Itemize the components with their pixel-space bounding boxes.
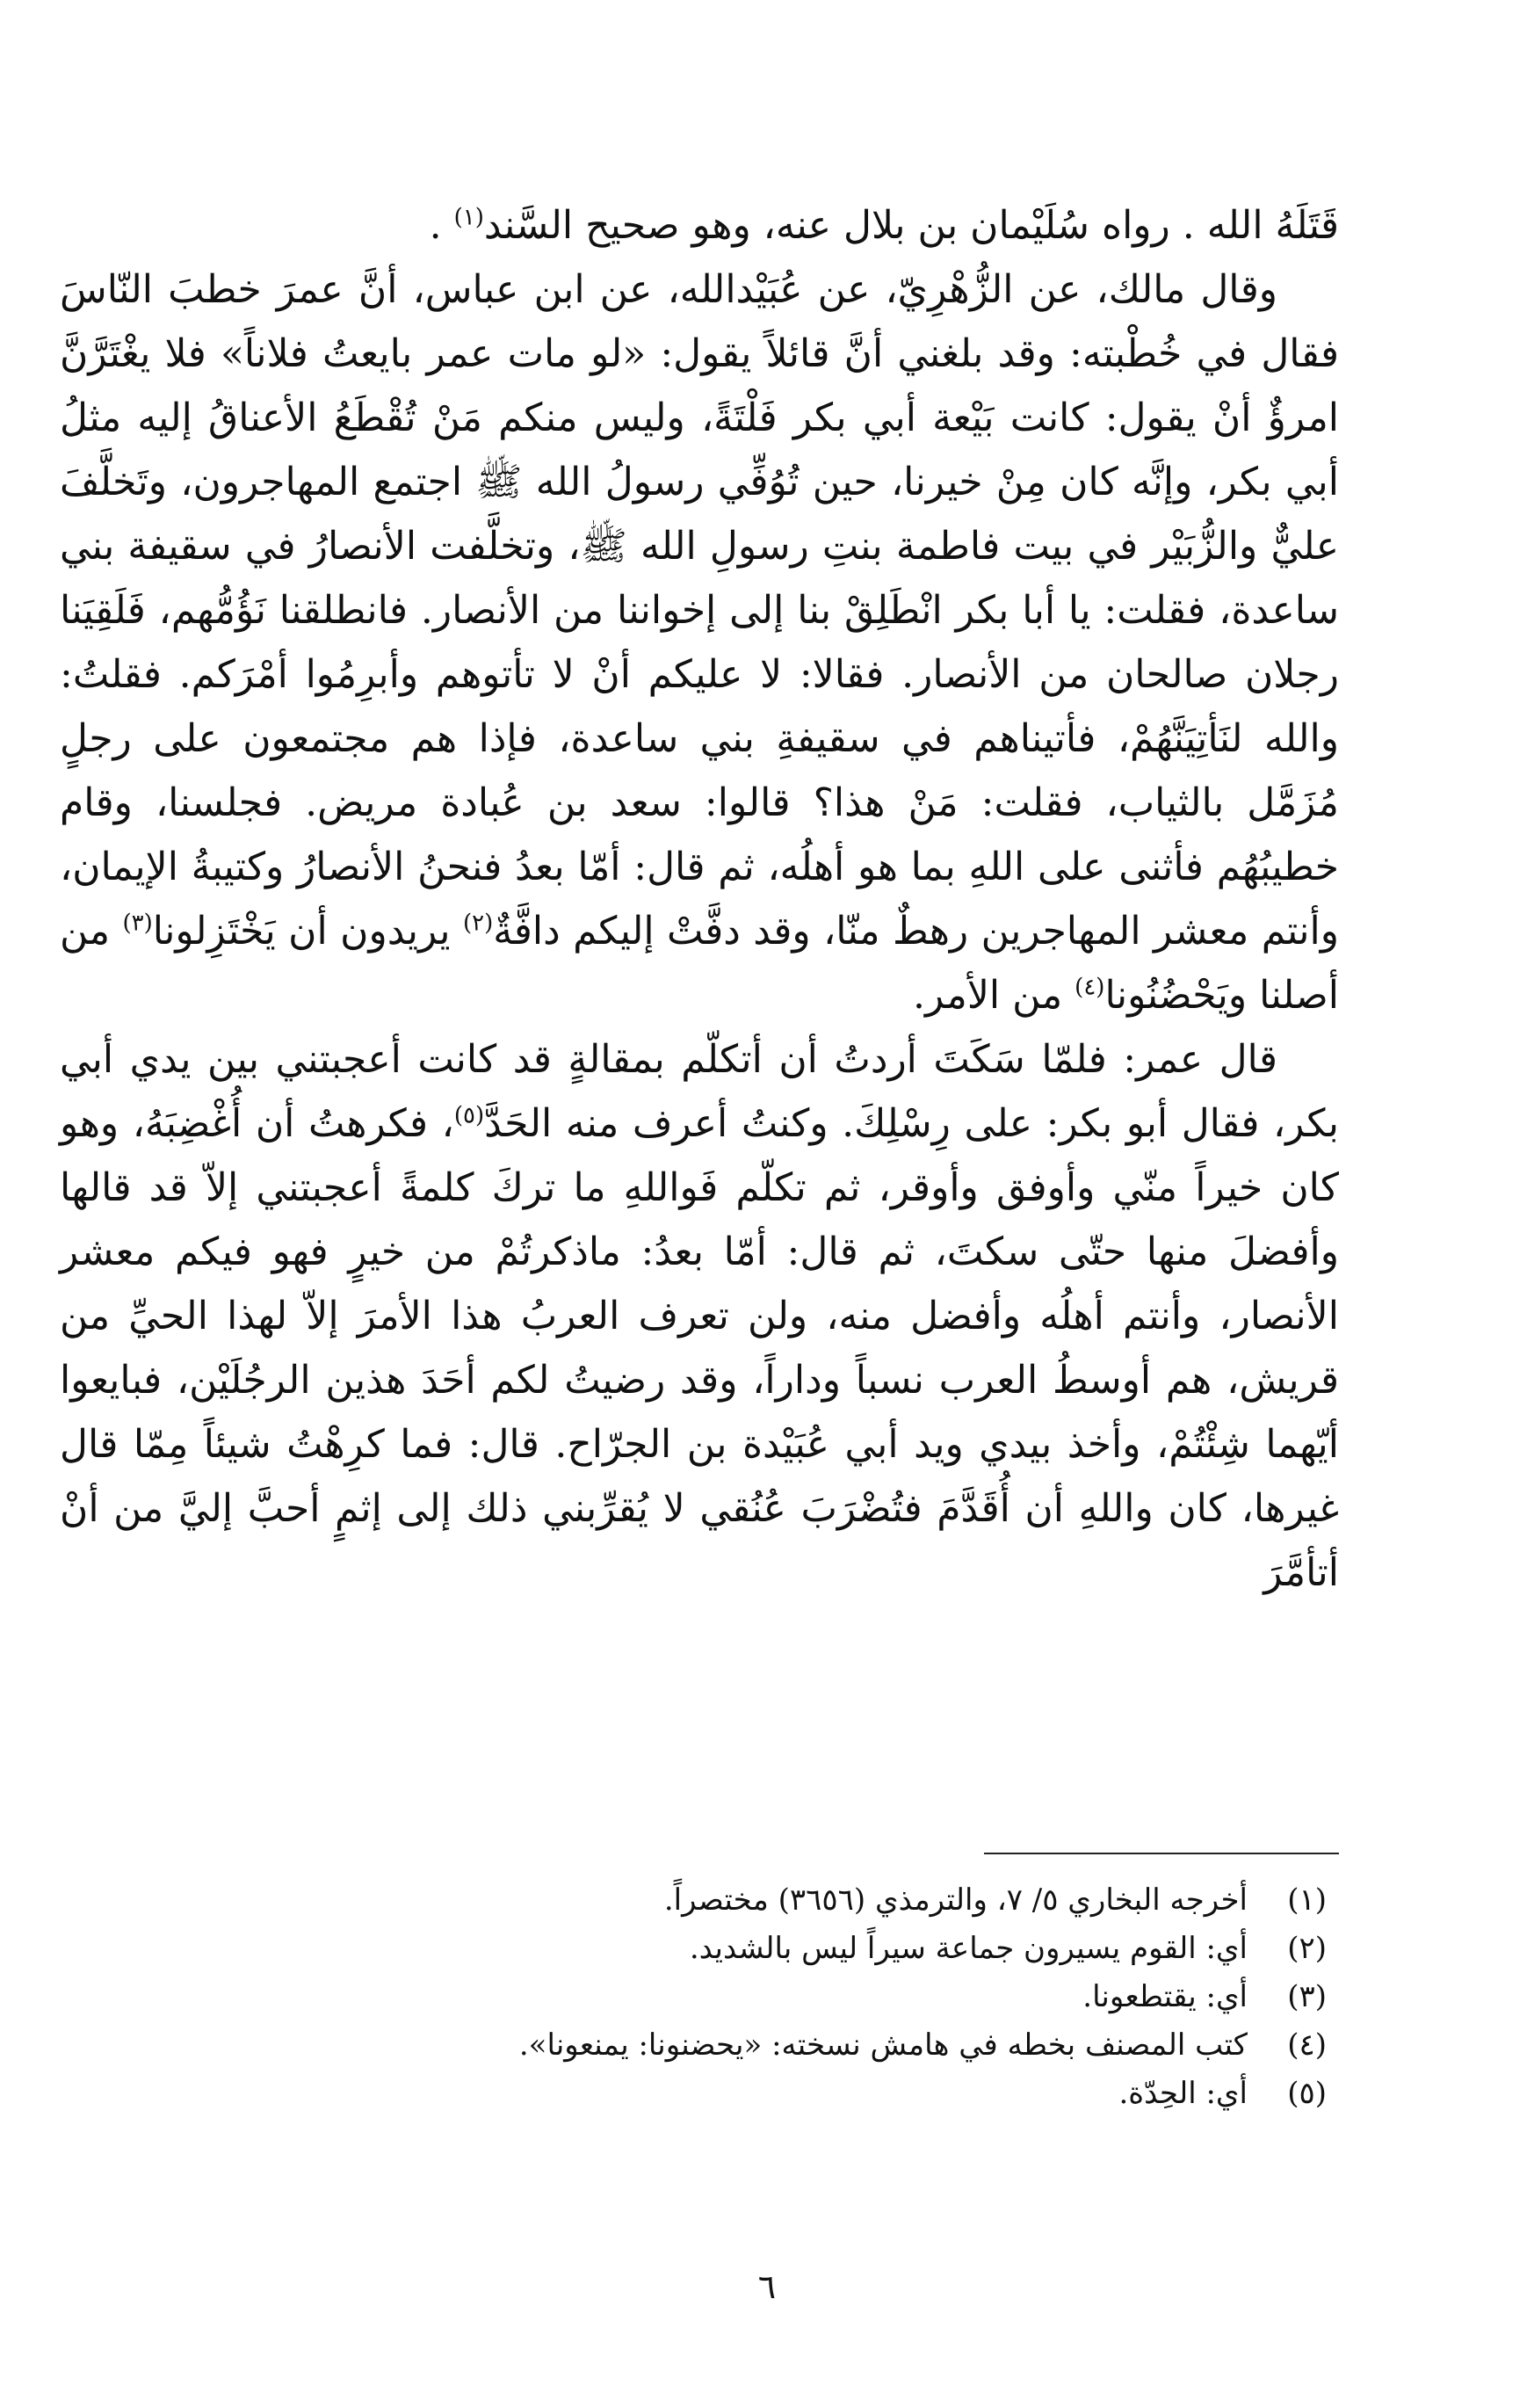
footnote-text: أي: يقتطعونا. [1082,1979,1248,2014]
footnote-ref-4: (٤) [1075,974,1105,1001]
footnotes-list [123,1876,1327,2118]
footnote-number: (٥) [1287,2076,1327,2111]
footnote-text: أي: القوم يسيرون جماعة سيراً ليس بالشديد. [689,1931,1248,1966]
paragraph-2 [60,257,1339,1027]
footnote-ref-1: (١) [453,204,484,231]
footnote-ref-2: (٢) [462,910,494,937]
footnote-ref-5: (٥) [453,1102,485,1129]
footnote-ref-3: (٣) [122,910,153,937]
footnote-text: كتب المصنف بخطه في هامش نسخته: «يحضنونا: يمنعونا». [518,2027,1248,2063]
footnote-text: أي: الحِدّة. [1118,2076,1248,2111]
text-run: ، فكرهتُ أن أُغْضِبَهُ، وهو كان خيراً منّي وأوفق وأوقر، ثم تكلّم فَواللهِ ما تركَ كلمةً أعجبتني إلاّ قد قالها وأفضلَ منها حتّى سكتَ، ثم قال: أمّا بعدُ: ماذكرتُمْ من خيرٍ فهو فيكم معشر الأنصار، وأنتم أهلُه وأفضل منه، ولن تعرف العربُ هذا الأمرَ إلاّ لهذا الحيِّ من قريش، هم أوسطُ العرب نسباً وداراً، وقد رضيتُ لكم أحَدَ هذين الرجُلَيْن، فبايعوا أيّهما شِئْتُمْ، وأخذ بيدي ويد أبي عُبَيْدة بن الجرّاح. قال: فما كرِهْتُ شيئاً مِمّا قال غيرها، كان واللهِ أن أُقَدَّمَ فتُضْرَبَ عُنُقي لا يُقرِّبني ذلك إلى إثمٍ أحبَّ إليَّ من أنْ أتأمَّرَ [60,1101,1339,1595]
paragraph-3 [60,1027,1339,1605]
text-run: يريدون أن يَخْتَزِلونا [152,909,463,954]
footnote-item [123,1973,1327,2021]
main-text-block [60,193,1339,1605]
text-run: من أصلنا ويَحْضُنُونا [60,909,1339,1018]
footnote-number: (٤) [1287,2027,1327,2063]
text-run: قال عمر: فلمّا سَكَتَ أردتُ أن أتكلّم بمقالةٍ قد كانت أعجبتني بين يدي أبي بكر، فقال أبو بكر: على رِسْلِكَ. وكنتُ أعرف منه الحَدَّ [60,1037,1339,1146]
footnote-text: أخرجه البخاري ٥/ ٧، والترمذي (٣٦٥٦) مختصراً. [663,1882,1248,1918]
footnote-item [123,2070,1327,2118]
footnote-item [123,1876,1327,1925]
footnote-separator [984,1853,1339,1854]
footnote-item [123,2021,1327,2070]
footnote-number: (٣) [1287,1979,1327,2014]
page-number: ٦ [757,2267,777,2306]
text-run: . [429,203,454,248]
text-run: وقال مالك، عن الزُّهْرِيّ، عن عُبَيْدالله، عن ابن عباس، أنَّ عمرَ خطبَ النّاسَ فقال في خُطْبته: وقد بلغني أنَّ قائلاً يقول: «لو مات عمر بايعتُ فلاناً» فلا يغْتَرَّنَّ امرؤٌ أنْ يقول: كانت بَيْعة أبي بكر فَلْتَةً، وليس منكم مَنْ تُقْطَعُ الأعناقُ إليه مثلُ أبي بكر، وإنَّه كان مِنْ خيرنا، حين تُوُفِّي رسولُ الله ﷺ اجتمع المهاجرون، وتَخلَّفَ عليٌّ والزُّبَيْر في بيت فاطمة بنتِ رسولِ الله ﷺ، وتخلَّفت الأنصارُ في سقيفة بني ساعدة، فقلت: يا أبا بكر انْطَلِقْ بنا إلى إخواننا من الأنصار. فانطلقنا نَؤُمُّهم، فَلَقِيَنا رجلان صالحان من الأنصار. فقالا: لا عليكم أنْ لا تأتوهم وأبرِمُوا أمْرَكم. فقلتُ: والله لنَأتِيَنَّهُمْ، فأتيناهم في سقيفةِ بني ساعدة، فإذا هم مجتمعون على رجلٍ مُزَمَّل بالثياب، فقلت: مَنْ هذا؟ قالوا: سعد بن عُبادة مريض. فجلسنا، وقام خطيبُهُم فأثنى على اللهِ بما هو أهلُه، ثم قال: أمّا بعدُ فنحنُ الأنصارُ وكتيبةُ الإيمان، وأنتم معشر المهاجرين رهطٌ منّا، وقد دفَّتْ إليكم دافَّةٌ [60,267,1339,954]
text-run: قَتَلَهُ الله . رواه سُلَيْمان بن بلال عنه، وهو صحيح السَّند [483,203,1339,248]
paragraph-1 [60,193,1339,257]
footnote-number: (٢) [1287,1931,1327,1966]
text-run: من الأمر. [912,973,1075,1018]
footnote-item [123,1925,1327,1973]
footnote-number: (١) [1287,1882,1327,1918]
